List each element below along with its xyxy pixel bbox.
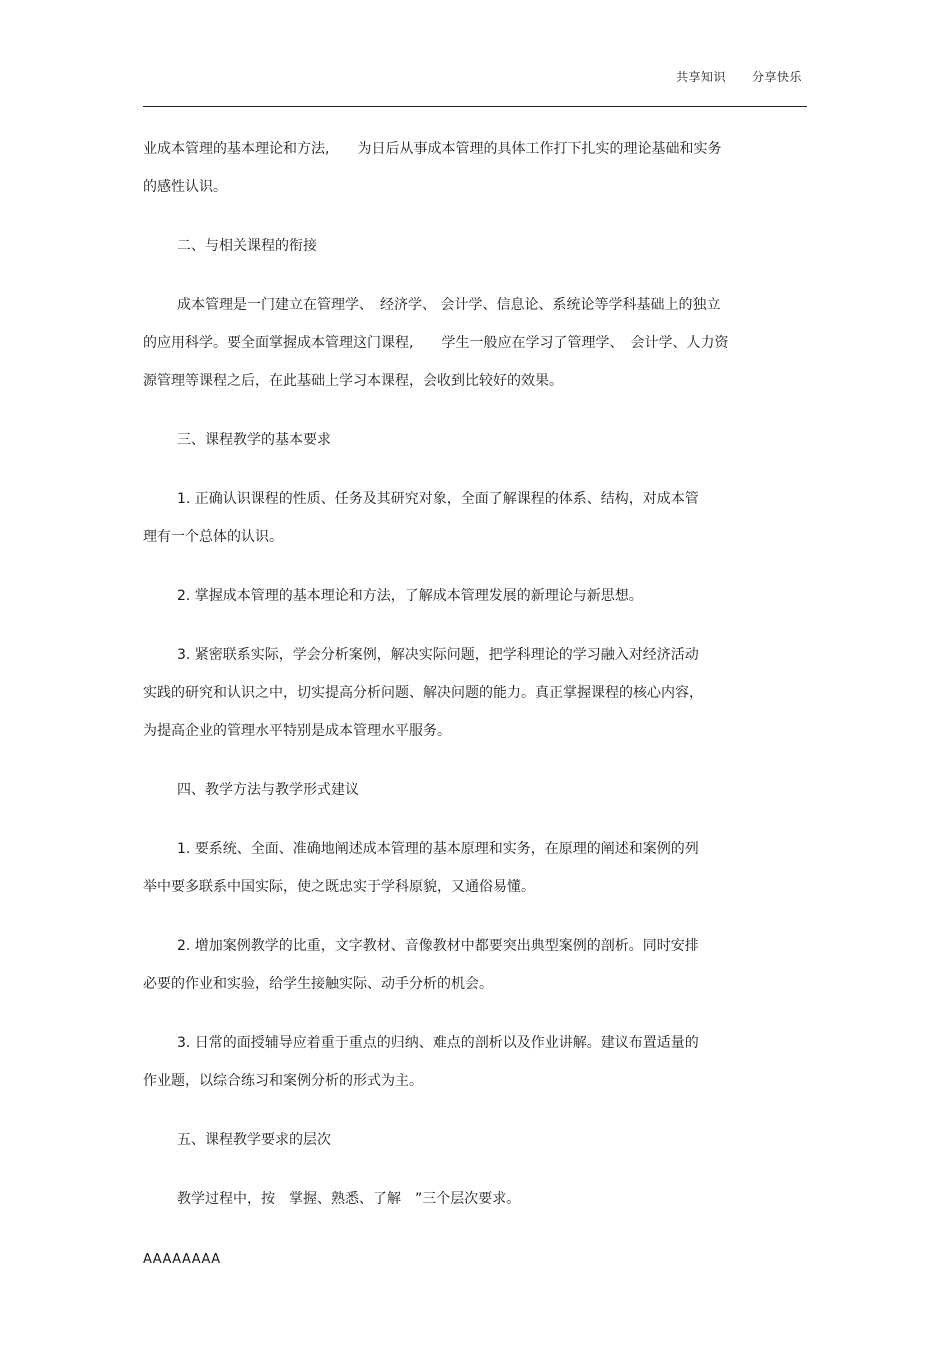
header-tag-share-knowledge: 共享知识 [675,70,726,84]
paragraph-line: 教学过程中，按 掌握、熟悉、了解 ”三个层次要求。 [177,1191,521,1207]
section-heading: 三、课程教学的基本要求 [177,432,331,448]
page-header [676,68,802,85]
list-item-line: 为提高企业的管理水平特别是成本管理水平服务。 [143,723,451,739]
list-item-line: 举中要多联系中国实际，使之既忠实于学科原貌，又通俗易懂。 [143,879,535,895]
list-item-line: 1. 要系统、全面、准确地阐述成本管理的基本原理和实务，在原理的阐述和案例的列 [177,841,699,857]
paragraph-line: 成本管理是一门建立在管理学、 经济学、 会计学、信息论、系统论等学科基础上的独立 [177,297,721,313]
list-item-line: 1. 正确认识课程的性质、任务及其研究对象，全面了解课程的体系、结构，对成本管 [177,491,699,507]
list-item-line: 作业题，以综合练习和案例分析的形式为主。 [143,1073,423,1089]
list-item-line: 实践的研究和认识之中，切实提高分析问题、解决问题的能力。真正掌握课程的核心内容， [143,685,703,701]
list-item-line: 3. 日常的面授辅导应着重于重点的归纳、难点的剖析以及作业讲解。建议布置适量的 [177,1035,699,1051]
list-item-line: 3. 紧密联系实际，学会分析案例，解决实际问题，把学科理论的学习融入对经济活动 [177,647,699,663]
section-heading: 二、与相关课程的衔接 [177,238,317,254]
paragraph-line: 源管理等课程之后，在此基础上学习本课程，会收到比较好的效果。 [143,373,563,389]
header-tag-share-joy: 分享快乐 [751,70,802,84]
list-item-line: 理有一个总体的认识。 [143,529,283,545]
paragraph-line: 的感性认识。 [143,179,227,195]
header-divider [143,106,807,107]
section-heading: 五、课程教学要求的层次 [177,1132,331,1148]
document-body [143,130,807,1218]
paragraph-line: 业成本管理的基本理论和方法, 为日后从事成本管理的具体工作打下扎实的理论基础和实务 [143,141,722,157]
list-item-line: 2. 增加案例教学的比重，文字教材、音像教材中都要突出典型案例的剖析。同时安排 [177,938,699,954]
paragraph-line: 的应用科学。要全面掌握成本管理这门课程, 学生一般应在学习了管理学、 会计学、人力资 [143,335,729,351]
list-item-line: 2. 掌握成本管理的基本理论和方法，了解成本管理发展的新理论与新思想。 [177,588,643,604]
section-heading: 四、教学方法与教学形式建议 [177,782,359,798]
list-item-line: 必要的作业和实验，给学生接触实际、动手分析的机会。 [143,976,493,992]
page-footer: AAAAAAAA [143,1252,221,1267]
